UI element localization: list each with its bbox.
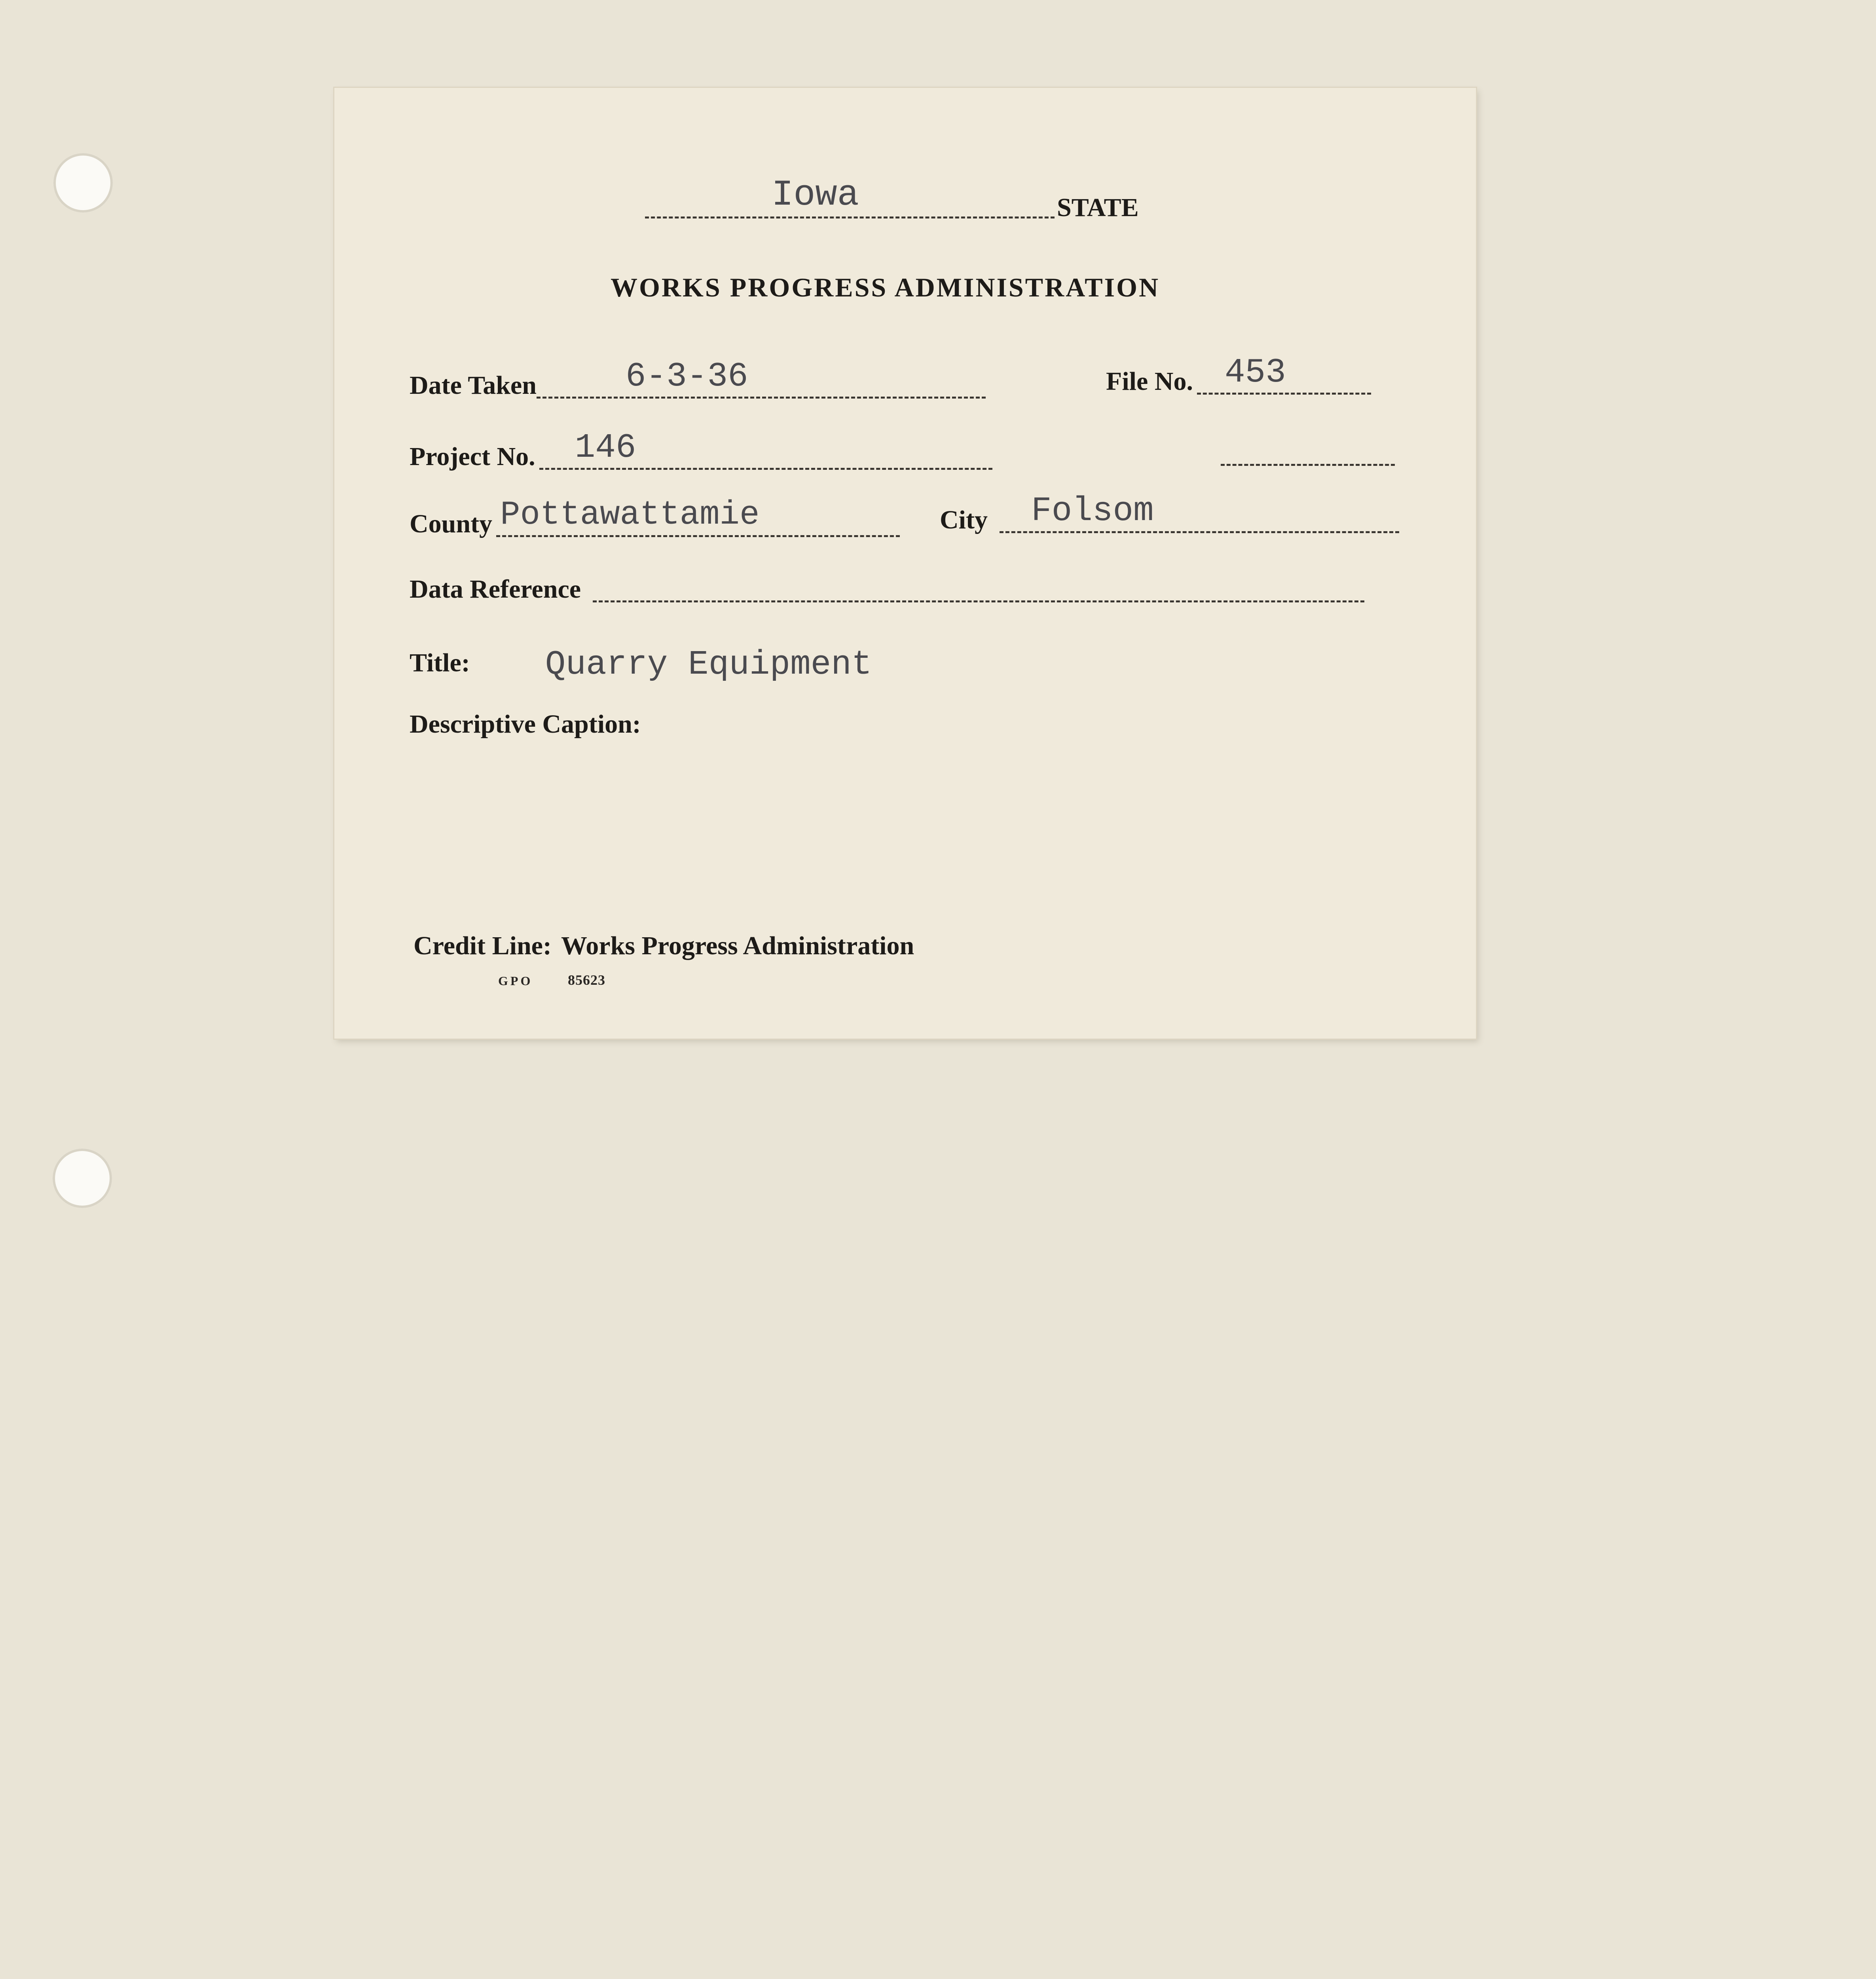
city-label: City [940, 505, 988, 534]
data-reference-field [410, 573, 1364, 602]
descriptive-caption-label: Descriptive Caption: [410, 710, 641, 739]
project-no-field [410, 428, 992, 471]
state-value: Iowa [772, 174, 859, 216]
city-field [940, 492, 1399, 534]
date-taken-value: 6-3-36 [625, 357, 748, 396]
credit-line-field [414, 933, 914, 959]
county-label: County [410, 509, 493, 538]
project-no-value: 146 [575, 428, 636, 467]
file-no-value: 453 [1224, 353, 1286, 392]
data-reference-line [593, 573, 1364, 602]
form-code-prefix: GPO [498, 974, 533, 988]
punch-hole-middle [53, 1149, 112, 1208]
date-taken-label: Date Taken [410, 371, 537, 400]
county-line [496, 496, 900, 537]
agency-heading: WORKS PROGRESS ADMINISTRATION [611, 272, 1160, 302]
file-no-line [1197, 353, 1371, 395]
county-value: Pottawattamie [500, 496, 760, 534]
credit-line-label: Credit Line: [414, 931, 552, 960]
title-value: Quarry Equipment [545, 645, 872, 684]
data-reference-label: Data Reference [410, 575, 581, 604]
city-value: Folsom [1031, 492, 1154, 530]
project-no-label: Project No. [410, 442, 535, 471]
file-no-field [1106, 353, 1371, 396]
wpa-photo-record-card [334, 88, 1476, 1039]
title-label: Title: [410, 648, 470, 677]
unlabeled-line [1221, 436, 1395, 466]
state-line [645, 174, 1055, 218]
project-no-line [539, 428, 992, 470]
county-field [410, 496, 900, 538]
descriptive-caption-field [410, 711, 641, 737]
city-line [1000, 492, 1399, 533]
state-label: STATE [1057, 193, 1139, 222]
credit-line-value: Works Progress Administration [561, 931, 914, 960]
title-field [410, 642, 872, 684]
date-taken-field [410, 357, 986, 400]
date-taken-line [537, 357, 986, 399]
state-field [645, 174, 1139, 222]
unlabeled-field [1221, 436, 1395, 466]
file-no-label: File No. [1106, 367, 1193, 396]
punch-hole-top [53, 153, 113, 213]
form-code-number: 85623 [568, 972, 605, 988]
